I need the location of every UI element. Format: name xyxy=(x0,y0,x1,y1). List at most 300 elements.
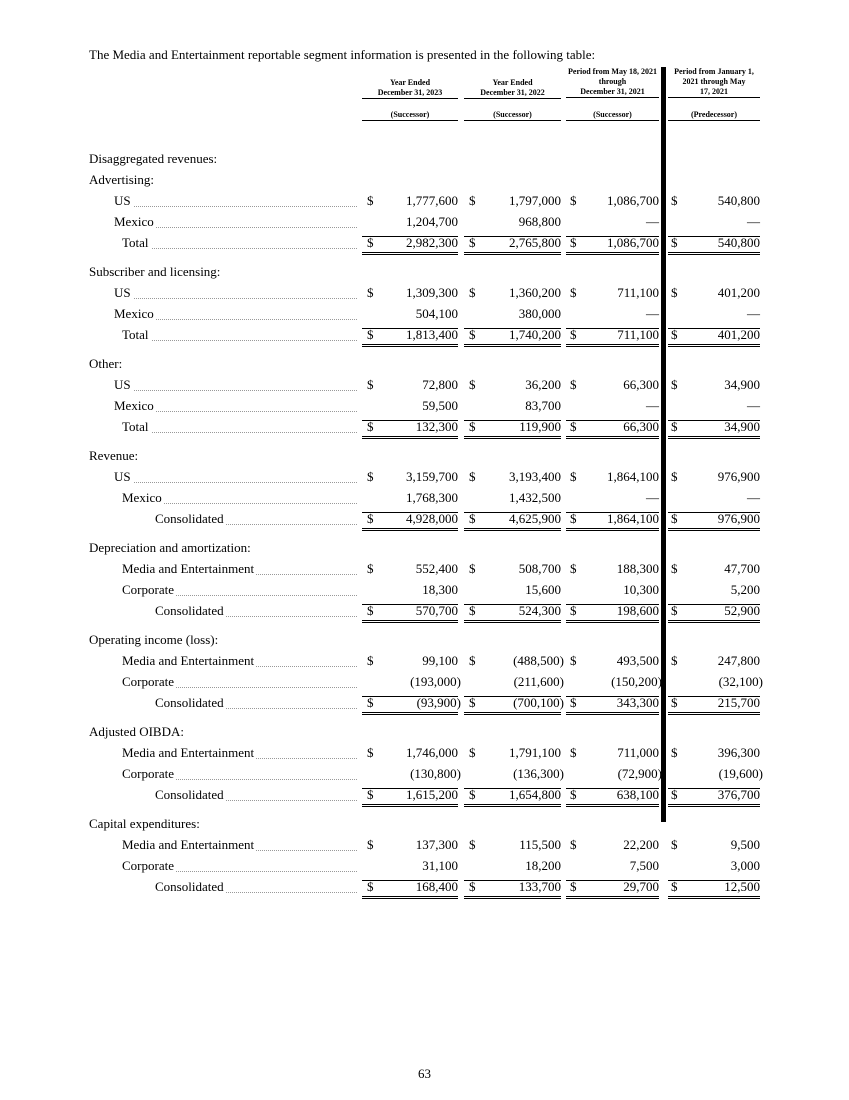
column-status: (Successor) xyxy=(464,109,561,121)
dollar-sign: $ xyxy=(570,377,577,392)
table-row xyxy=(0,582,849,602)
value-cell: 540,800 xyxy=(717,235,760,250)
value-cell: 638,100 xyxy=(616,787,659,802)
total-double-rule xyxy=(668,252,760,255)
dollar-sign: $ xyxy=(671,837,678,852)
leader-dots xyxy=(114,206,357,207)
total-double-rule xyxy=(464,896,561,899)
dollar-sign: $ xyxy=(570,603,577,618)
row-label xyxy=(155,879,226,895)
total-top-rule xyxy=(668,696,760,697)
row-label-text: Advertising: xyxy=(89,172,154,187)
column-header-2 xyxy=(464,78,561,99)
row-label-text: Depreciation and amortization: xyxy=(89,540,251,555)
value-cell: 1,864,100 xyxy=(607,511,659,526)
table-row xyxy=(0,377,849,397)
total-top-rule xyxy=(362,880,458,881)
row-label xyxy=(122,582,176,598)
value-cell: — xyxy=(747,398,760,413)
leader-dots xyxy=(122,432,357,433)
dollar-sign: $ xyxy=(671,469,678,484)
row-label-text: Capital expenditures: xyxy=(89,816,200,831)
dollar-sign: $ xyxy=(671,511,678,526)
row-label xyxy=(89,151,219,167)
value-cell: 133,700 xyxy=(518,879,561,894)
row-label xyxy=(122,837,256,853)
value-cell: 22,200 xyxy=(623,837,659,852)
value-cell: 1,615,200 xyxy=(406,787,458,802)
total-top-rule xyxy=(362,512,458,513)
row-label-text: Corporate xyxy=(122,674,174,689)
value-cell: 9,500 xyxy=(730,837,760,852)
total-top-rule xyxy=(668,880,760,881)
total-top-rule xyxy=(566,696,659,697)
value-cell: 247,800 xyxy=(717,653,760,668)
table-row xyxy=(0,858,849,878)
column-status: (Predecessor) xyxy=(668,109,760,121)
table-row xyxy=(0,193,849,213)
row-label-text: Subscriber and licensing: xyxy=(89,264,221,279)
row-label-text: Consolidated xyxy=(155,603,224,618)
row-label xyxy=(122,858,176,874)
dollar-sign: $ xyxy=(469,285,476,300)
leader-dots xyxy=(114,390,357,391)
value-cell: 31,100 xyxy=(422,858,458,873)
section-header xyxy=(0,151,849,171)
total-double-rule xyxy=(566,528,659,531)
value-cell: 3,193,400 xyxy=(509,469,561,484)
dollar-sign: $ xyxy=(469,193,476,208)
value-cell: 343,300 xyxy=(616,695,659,710)
value-cell: 52,900 xyxy=(724,603,760,618)
dollar-sign: $ xyxy=(671,235,678,250)
dollar-sign: $ xyxy=(367,787,374,802)
table-row xyxy=(0,469,849,489)
value-cell: 401,200 xyxy=(717,285,760,300)
dollar-sign: $ xyxy=(469,837,476,852)
value-cell: 215,700 xyxy=(717,695,760,710)
row-label xyxy=(122,327,151,343)
value-cell: 401,200 xyxy=(717,327,760,342)
row-label xyxy=(89,632,220,648)
value-cell: (130,800) xyxy=(410,766,461,781)
row-label xyxy=(89,356,124,372)
dollar-sign: $ xyxy=(367,745,374,760)
column-header-date: December 31, 2021 xyxy=(566,87,659,98)
row-label-text: Media and Entertainment xyxy=(122,837,255,852)
dollar-sign: $ xyxy=(469,235,476,250)
total-top-rule xyxy=(464,236,561,237)
value-cell: 1,086,700 xyxy=(607,193,659,208)
dollar-sign: $ xyxy=(570,285,577,300)
dollar-sign: $ xyxy=(671,879,678,894)
dollar-sign: $ xyxy=(367,695,374,710)
total-double-rule xyxy=(464,436,561,439)
row-label-text: Consolidated xyxy=(155,511,224,526)
row-label xyxy=(122,653,256,669)
value-cell: 3,000 xyxy=(730,858,760,873)
dollar-sign: $ xyxy=(570,695,577,710)
value-cell: 72,800 xyxy=(422,377,458,392)
value-cell: 132,300 xyxy=(415,419,458,434)
row-label xyxy=(89,264,222,280)
section-header xyxy=(0,632,849,652)
row-label xyxy=(114,285,133,301)
total-top-rule xyxy=(362,420,458,421)
total-top-rule xyxy=(362,604,458,605)
row-label-text: US xyxy=(114,193,131,208)
total-double-rule xyxy=(668,804,760,807)
dollar-sign: $ xyxy=(469,879,476,894)
value-cell: 34,900 xyxy=(724,377,760,392)
leader-dots xyxy=(122,340,357,341)
value-cell: 7,500 xyxy=(629,858,659,873)
column-header-date: December 31, 2022 xyxy=(464,88,561,99)
dollar-sign: $ xyxy=(671,695,678,710)
value-cell: 1,768,300 xyxy=(406,490,458,505)
dollar-sign: $ xyxy=(469,787,476,802)
value-cell: 968,800 xyxy=(518,214,561,229)
total-double-rule xyxy=(566,252,659,255)
total-double-rule xyxy=(668,620,760,623)
section-header xyxy=(0,356,849,376)
row-label xyxy=(122,674,176,690)
column-header-period: Period from May 18, 2021 through xyxy=(568,67,657,86)
dollar-sign: $ xyxy=(367,327,374,342)
value-cell: 493,500 xyxy=(616,653,659,668)
total-double-rule xyxy=(566,620,659,623)
row-label xyxy=(89,724,186,740)
total-double-rule xyxy=(566,712,659,715)
value-cell: 2,982,300 xyxy=(406,235,458,250)
value-cell: 976,900 xyxy=(717,511,760,526)
value-cell: (150,200) xyxy=(611,674,662,689)
row-label-text: Media and Entertainment xyxy=(122,653,255,668)
value-cell: 4,928,000 xyxy=(406,511,458,526)
table-row xyxy=(0,837,849,857)
value-cell: 711,100 xyxy=(617,285,659,300)
value-cell: 1,360,200 xyxy=(509,285,561,300)
value-cell: 12,500 xyxy=(724,879,760,894)
row-label-text: Mexico xyxy=(114,398,154,413)
row-label xyxy=(122,745,256,761)
section-header xyxy=(0,448,849,468)
total-top-rule xyxy=(668,420,760,421)
total-top-rule xyxy=(668,604,760,605)
total-top-rule xyxy=(566,420,659,421)
value-cell: 1,086,700 xyxy=(607,235,659,250)
row-label xyxy=(122,419,151,435)
value-cell: 1,654,800 xyxy=(509,787,561,802)
value-cell: 99,100 xyxy=(422,653,458,668)
total-double-rule xyxy=(464,804,561,807)
row-label xyxy=(89,448,140,464)
total-top-rule xyxy=(566,328,659,329)
value-cell: 137,300 xyxy=(415,837,458,852)
total-top-rule xyxy=(464,604,561,605)
value-cell: — xyxy=(747,490,760,505)
column-header-1 xyxy=(362,78,458,99)
value-cell: 552,400 xyxy=(415,561,458,576)
section-header xyxy=(0,724,849,744)
dollar-sign: $ xyxy=(469,511,476,526)
value-cell: 1,740,200 xyxy=(509,327,561,342)
column-header-3 xyxy=(566,67,659,98)
dollar-sign: $ xyxy=(671,653,678,668)
value-cell: 3,159,700 xyxy=(406,469,458,484)
value-cell: 18,200 xyxy=(525,858,561,873)
column-header-period: Period from January 1, 2021 through May xyxy=(674,67,754,86)
row-label-text: Mexico xyxy=(114,306,154,321)
dollar-sign: $ xyxy=(570,419,577,434)
dollar-sign: $ xyxy=(671,327,678,342)
total-double-rule xyxy=(464,712,561,715)
value-cell: 168,400 xyxy=(415,879,458,894)
row-label xyxy=(122,490,164,506)
value-cell: 66,300 xyxy=(623,377,659,392)
total-top-rule xyxy=(362,788,458,789)
dollar-sign: $ xyxy=(671,561,678,576)
dollar-sign: $ xyxy=(367,561,374,576)
dollar-sign: $ xyxy=(367,837,374,852)
row-label xyxy=(114,193,133,209)
row-label-text: Total xyxy=(122,235,149,250)
dollar-sign: $ xyxy=(367,603,374,618)
dollar-sign: $ xyxy=(367,653,374,668)
dollar-sign: $ xyxy=(570,561,577,576)
column-status: (Successor) xyxy=(566,109,659,121)
total-top-rule xyxy=(566,512,659,513)
value-cell: (211,600) xyxy=(513,674,564,689)
row-label-text: Total xyxy=(122,327,149,342)
row-label-text: Consolidated xyxy=(155,695,224,710)
value-cell: 15,600 xyxy=(525,582,561,597)
row-label-text: Operating income (loss): xyxy=(89,632,219,647)
value-cell: 1,309,300 xyxy=(406,285,458,300)
value-cell: 59,500 xyxy=(422,398,458,413)
value-cell: 396,300 xyxy=(717,745,760,760)
value-cell: 524,300 xyxy=(518,603,561,618)
value-cell: 504,100 xyxy=(415,306,458,321)
dollar-sign: $ xyxy=(469,603,476,618)
total-top-rule xyxy=(464,420,561,421)
value-cell: (32,100) xyxy=(718,674,763,689)
dollar-sign: $ xyxy=(570,327,577,342)
table-row xyxy=(0,398,849,418)
row-label xyxy=(114,377,133,393)
row-label-text: US xyxy=(114,377,131,392)
value-cell: — xyxy=(646,490,659,505)
value-cell: — xyxy=(747,306,760,321)
value-cell: (136,300) xyxy=(513,766,564,781)
value-cell: 119,900 xyxy=(519,419,561,434)
dollar-sign: $ xyxy=(367,879,374,894)
row-label xyxy=(122,235,151,251)
value-cell: (700,100) xyxy=(513,695,564,710)
value-cell: 976,900 xyxy=(717,469,760,484)
row-label xyxy=(122,561,256,577)
value-cell: 1,813,400 xyxy=(406,327,458,342)
dollar-sign: $ xyxy=(367,469,374,484)
total-double-rule xyxy=(362,620,458,623)
dollar-sign: $ xyxy=(367,377,374,392)
column-header-date: December 31, 2023 xyxy=(362,88,458,99)
dollar-sign: $ xyxy=(469,561,476,576)
leader-dots xyxy=(114,482,357,483)
dollar-sign: $ xyxy=(671,787,678,802)
value-cell: 508,700 xyxy=(518,561,561,576)
total-double-rule xyxy=(668,712,760,715)
row-label xyxy=(155,695,226,711)
total-top-rule xyxy=(566,788,659,789)
section-header xyxy=(0,172,849,192)
value-cell: — xyxy=(646,398,659,413)
value-cell: 711,000 xyxy=(617,745,659,760)
row-label-text: Total xyxy=(122,419,149,434)
total-double-rule xyxy=(464,528,561,531)
row-label-text: US xyxy=(114,469,131,484)
total-double-rule xyxy=(362,712,458,715)
value-cell: 29,700 xyxy=(623,879,659,894)
value-cell: 1,204,700 xyxy=(406,214,458,229)
value-cell: 34,900 xyxy=(724,419,760,434)
total-double-rule xyxy=(566,344,659,347)
value-cell: (93,900) xyxy=(416,695,461,710)
row-label xyxy=(89,540,253,556)
value-cell: 1,791,100 xyxy=(509,745,561,760)
row-label-text: Mexico xyxy=(122,490,162,505)
table-row xyxy=(0,745,849,765)
dollar-sign: $ xyxy=(570,511,577,526)
total-double-rule xyxy=(566,436,659,439)
column-status: (Successor) xyxy=(362,109,458,121)
table-row xyxy=(0,653,849,673)
dollar-sign: $ xyxy=(469,377,476,392)
value-cell: 4,625,900 xyxy=(509,511,561,526)
value-cell: 115,500 xyxy=(519,837,561,852)
total-double-rule xyxy=(464,344,561,347)
section-header xyxy=(0,816,849,836)
dollar-sign: $ xyxy=(367,511,374,526)
value-cell: 540,800 xyxy=(717,193,760,208)
row-label-text: Adjusted OIBDA: xyxy=(89,724,184,739)
table-row xyxy=(0,285,849,305)
dollar-sign: $ xyxy=(570,787,577,802)
table-row xyxy=(0,306,849,326)
value-cell: 36,200 xyxy=(525,377,561,392)
value-cell: 1,797,000 xyxy=(509,193,561,208)
table-row xyxy=(0,766,849,786)
value-cell: — xyxy=(646,306,659,321)
total-top-rule xyxy=(464,696,561,697)
dollar-sign: $ xyxy=(367,235,374,250)
dollar-sign: $ xyxy=(469,653,476,668)
dollar-sign: $ xyxy=(570,193,577,208)
total-double-rule xyxy=(566,804,659,807)
table-row xyxy=(0,214,849,234)
column-header-period: Year Ended xyxy=(492,78,533,87)
intro-text: The Media and Entertainment reportable segment information is presented in the following table: xyxy=(89,47,596,62)
row-label-text: Revenue: xyxy=(89,448,139,463)
dollar-sign: $ xyxy=(570,837,577,852)
row-label xyxy=(114,398,156,414)
page-number: 63 xyxy=(418,1066,431,1081)
dollar-sign: $ xyxy=(671,285,678,300)
value-cell: 18,300 xyxy=(422,582,458,597)
row-label-text: Media and Entertainment xyxy=(122,745,255,760)
value-cell: 1,864,100 xyxy=(607,469,659,484)
value-cell: 198,600 xyxy=(616,603,659,618)
dollar-sign: $ xyxy=(469,419,476,434)
value-cell: 10,300 xyxy=(623,582,659,597)
dollar-sign: $ xyxy=(570,879,577,894)
total-top-rule xyxy=(464,512,561,513)
dollar-sign: $ xyxy=(367,285,374,300)
total-double-rule xyxy=(362,896,458,899)
value-cell: 5,200 xyxy=(730,582,760,597)
total-top-rule xyxy=(566,604,659,605)
total-double-rule xyxy=(362,344,458,347)
row-label-text: Consolidated xyxy=(155,787,224,802)
value-cell: 380,000 xyxy=(518,306,561,321)
total-top-rule xyxy=(566,236,659,237)
total-double-rule xyxy=(668,344,760,347)
section-header xyxy=(0,540,849,560)
total-top-rule xyxy=(668,788,760,789)
row-label-text: Corporate xyxy=(122,858,174,873)
dollar-sign: $ xyxy=(671,745,678,760)
dollar-sign: $ xyxy=(469,695,476,710)
total-top-rule xyxy=(362,328,458,329)
value-cell: (72,900) xyxy=(617,766,662,781)
dollar-sign: $ xyxy=(367,419,374,434)
row-label-text: Corporate xyxy=(122,582,174,597)
dollar-sign: $ xyxy=(469,469,476,484)
row-label-text: US xyxy=(114,285,131,300)
value-cell: 83,700 xyxy=(525,398,561,413)
value-cell: 570,700 xyxy=(415,603,458,618)
total-top-rule xyxy=(464,788,561,789)
row-label xyxy=(155,511,226,527)
column-header-period: Year Ended xyxy=(389,78,431,87)
total-top-rule xyxy=(362,696,458,697)
row-label xyxy=(114,469,133,485)
value-cell: (19,600) xyxy=(718,766,763,781)
row-label xyxy=(155,787,226,803)
dollar-sign: $ xyxy=(570,745,577,760)
total-top-rule xyxy=(668,236,760,237)
total-double-rule xyxy=(668,436,760,439)
dollar-sign: $ xyxy=(469,745,476,760)
dollar-sign: $ xyxy=(671,603,678,618)
row-label-text: Other: xyxy=(89,356,123,371)
row-label-text: Consolidated xyxy=(155,879,224,894)
row-label xyxy=(89,172,156,188)
leader-dots xyxy=(122,248,357,249)
row-label-text: Corporate xyxy=(122,766,174,781)
total-double-rule xyxy=(362,436,458,439)
row-label xyxy=(114,306,156,322)
total-top-rule xyxy=(464,880,561,881)
total-top-rule xyxy=(668,512,760,513)
row-label xyxy=(122,766,176,782)
total-double-rule xyxy=(464,620,561,623)
column-header-date: 17, 2021 xyxy=(668,87,760,98)
value-cell: 376,700 xyxy=(717,787,760,802)
dollar-sign: $ xyxy=(469,327,476,342)
value-cell: — xyxy=(747,214,760,229)
dollar-sign: $ xyxy=(570,235,577,250)
